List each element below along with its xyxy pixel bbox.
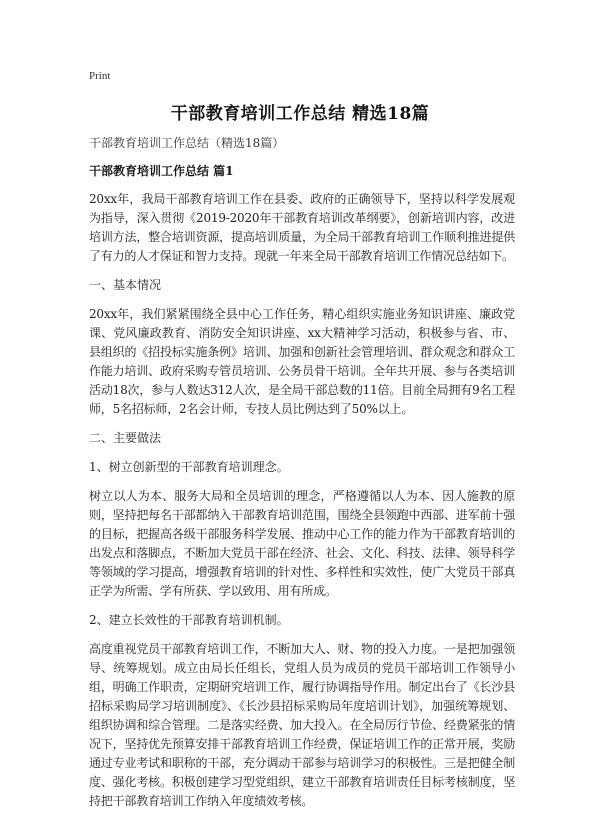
paragraph-intro: 20xx年，我局干部教育培训工作在县委、政府的正确领导下，坚持以科学发展观为指导，深入贯彻《2019-2020年干部教育培训改革纲要》，创新培训内容，改进培训方法，整合培训资源，提高培训质量，为全局干部教育培训工作顺利推进提供了有力的人才保证和智力支持。现就一年来全局干部教育培训工作情况总结如下。 [89, 192, 515, 263]
paragraph-practice-2: 高度重视党员干部教育培训工作，不断加大人、财、物的投入力度。一是把加强领导、统筹规划。成立由局长任组长，党组人员为成员的党员干部培训工作领导小组，明确工作职责，定期研究培训工作，履行协调指导作用。制定出台了《长沙县招标采购局学习培训制度》、《长沙县招标采购局年度培训计划》，加强统筹规划、组织协调和综合管理。二是落实经费、加大投入。在全局厉行节俭、经费紧张的情况下，坚持优先预算安排干部教育培训工作经费，保证培训工作的正常开展，奖励通过专业考试和职称的干部，充分调动干部参与培训学习的积极性。三是把健全制度、强化考核。积极创建学习型党组织，建立干部教育培训责任目标考核制度，坚持把干部教育培训工作纳入年度绩效考核。 [89, 642, 515, 808]
heading-practice-1: 1、树立创新型的干部教育培训理念。 [89, 460, 289, 474]
document-subtitle: 干部教育培训工作总结（精选18篇） [89, 136, 285, 150]
heading-practice-2: 2、建立长效性的干部教育培训机制。 [89, 613, 289, 627]
paragraph-practice-1: 树立以人为本、服务大局和全员培训的理念，严格遵循以人为本、因人施教的原则，坚持把每名干部都纳入干部教育培训范围，围绕全县领跑中西部、进军前十强的目标，把握高各级干部服务科学发展、推动中心工作的能力作为干部教育培训的出发点和落脚点，不断加大党员干部在经济、社会、文化、科技、法律、领导科学等领域的学习提高，增强教育培训的针对性、多样性和实效性，使广大党员干部真正学为所需、学有所获、学以致用、用有所成。 [89, 489, 515, 598]
section-title: 干部教育培训工作总结 篇1 [89, 164, 234, 178]
heading-basic-situation: 一、基本情况 [89, 278, 162, 292]
heading-main-practices: 二、主要做法 [89, 431, 162, 445]
print-link[interactable]: Print [89, 70, 111, 82]
page-title: 干部教育培训工作总结 精选18篇 [170, 104, 430, 124]
paragraph-basic-situation: 20xx年，我们紧紧围绕全县中心工作任务，精心组织实施业务知识讲座、廉政党课、党风廉政教育、消防安全知识讲座、xx大精神学习活动，积极参与省、市、县组织的《招投标实施条例》培训、加强和创新社会管理培训、群众观念和群众工作能力培训、政府采购专管员培训、公务员骨干培训。全年共开展、参与各类培训活动18次，参与人数达312人次，是全局干部总数的11倍。目前全局拥有9名工程师，5名招标师，2名会计师，专技人员比例达到了50%以上。 [89, 307, 515, 416]
document-body [89, 134, 515, 821]
